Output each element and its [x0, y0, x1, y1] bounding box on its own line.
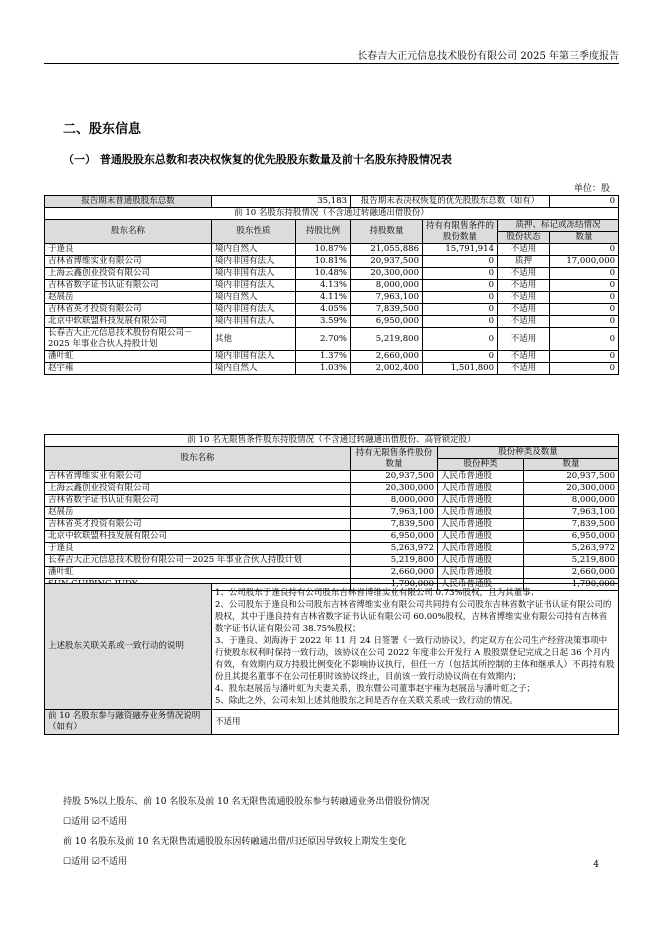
table-title: 前 10 名无限售条件股东持股情况（不含通过转融通出借股份、高管锁定股） — [45, 435, 619, 447]
table-cell: 8,000,000 — [524, 495, 619, 507]
table-cell: 5,263,972 — [524, 543, 619, 555]
table-cell: 2.70% — [296, 328, 351, 351]
relation-line: 5、除此之外，公司未知上述其他股东之间是否存在关联关系或一致行动的情况。 — [215, 695, 518, 706]
table-cell: 0 — [550, 351, 619, 363]
unit-label: 单位：股 — [573, 184, 610, 194]
table-cell: 北京中软联盟科技发展有限公司 — [45, 531, 351, 543]
table-cell: 吉林省英才投资有限公司 — [45, 519, 351, 531]
table-cell: 0 — [423, 351, 498, 363]
table-cell: 0 — [550, 328, 619, 351]
table-cell: 人民币普通股 — [438, 579, 524, 591]
table-row — [45, 495, 619, 507]
table-cell: 吉林省数字证书认证有限公司 — [45, 280, 212, 292]
margin-label: 前 10 名股东参与融资融券业务情况说明（如有） — [45, 710, 212, 735]
table-cell: 1,790,000 — [351, 579, 438, 591]
summary-value: 35,183 — [212, 196, 351, 208]
table-cell: 0 — [550, 304, 619, 316]
table-cell: 8,000,000 — [351, 280, 423, 292]
table-cell: 人民币普通股 — [438, 471, 524, 483]
table-cell: 0 — [550, 268, 619, 280]
table-cell: 0 — [423, 280, 498, 292]
table-cell: 上海云鑫创业投资有限公司 — [45, 483, 351, 495]
table-cell: 人民币普通股 — [438, 483, 524, 495]
col-header: 数量 — [550, 232, 619, 244]
table-cell: 17,000,000 — [550, 256, 619, 268]
col-header: 股份状态 — [498, 232, 550, 244]
table-cell: 0 — [423, 304, 498, 316]
lending-option: ☐适用 ☑不适用 — [63, 817, 127, 827]
col-header: 股东名称 — [45, 220, 212, 244]
table-cell: 1,790,000 — [524, 579, 619, 591]
col-header: 股东名称 — [45, 447, 351, 471]
table-cell: 10.48% — [296, 268, 351, 280]
table-cell: 于逢良 — [45, 244, 212, 256]
table-cell: 7,839,500 — [524, 519, 619, 531]
table-cell: 20,937,500 — [524, 471, 619, 483]
unrestricted-shareholders-table — [44, 434, 619, 591]
table-row — [45, 363, 619, 375]
section-title: 二、股东信息 — [63, 122, 142, 137]
top10-shareholders-table — [44, 195, 619, 375]
table-cell: 4.05% — [296, 304, 351, 316]
table-cell: 7,963,100 — [351, 292, 423, 304]
table-row — [45, 507, 619, 519]
table-cell: 不适用 — [498, 268, 550, 280]
table-cell: 0 — [550, 316, 619, 328]
col-header: 持有有限售条件的股份数量 — [423, 220, 498, 244]
col-header: 质押、标记或冻结情况 — [498, 220, 619, 232]
table-row — [45, 328, 619, 351]
table-cell: 5,219,800 — [524, 555, 619, 567]
table-cell: 赵宇雍 — [45, 363, 212, 375]
subsection-title: （一） 普通股股东总数和表决权恢复的优先股股东数量及前十名股东持股情况表 — [63, 153, 452, 166]
table-row — [45, 543, 619, 555]
table-cell: 1.37% — [296, 351, 351, 363]
table-cell: 0 — [423, 268, 498, 280]
table-cell: 于逢良 — [45, 543, 351, 555]
table-row — [45, 531, 619, 543]
change-paragraph: 前 10 名股东及前 10 名无限售流通股股东因转融通出借/归还原因导致较上期发生变化 — [63, 837, 407, 847]
col-header: 股东性质 — [212, 220, 296, 244]
table-cell: 北京中软联盟科技发展有限公司 — [45, 316, 212, 328]
table-cell: 人民币普通股 — [438, 543, 524, 555]
table-cell: 境内非国有法人 — [212, 280, 296, 292]
relations-table — [44, 583, 619, 735]
table-cell: 1,501,800 — [423, 363, 498, 375]
table-cell: 境内自然人 — [212, 363, 296, 375]
table-cell: 吉林省博维实业有限公司 — [45, 471, 351, 483]
table-cell: 上海云鑫创业投资有限公司 — [45, 268, 212, 280]
table-cell: 境内非国有法人 — [212, 304, 296, 316]
table-cell: 4.13% — [296, 280, 351, 292]
table-row — [45, 351, 619, 363]
table-row — [45, 555, 619, 567]
table-cell: 5,219,800 — [351, 555, 438, 567]
table-cell: 质押 — [498, 256, 550, 268]
table-cell: 2,660,000 — [524, 567, 619, 579]
table-row — [45, 268, 619, 280]
table-cell: 7,839,500 — [351, 304, 423, 316]
table-cell: 境内非国有法人 — [212, 268, 296, 280]
table-cell: 20,937,500 — [351, 471, 438, 483]
table-cell: 人民币普通股 — [438, 519, 524, 531]
relation-line: 4、股东赵展岳与潘叶虹为夫妻关系，股东暨公司董事赵宇雍为赵展岳与潘叶虹之子； — [215, 683, 535, 694]
table-cell: 不适用 — [498, 351, 550, 363]
col-header: 持股比例 — [296, 220, 351, 244]
table-cell: 10.87% — [296, 244, 351, 256]
table-row — [45, 567, 619, 579]
table-cell: 0 — [550, 280, 619, 292]
table-row — [45, 244, 619, 256]
header-divider — [44, 63, 619, 64]
table-cell: 5,263,972 — [351, 543, 438, 555]
table-cell: 潘叶虹 — [45, 567, 351, 579]
table-cell: 不适用 — [498, 244, 550, 256]
table-cell: 长春吉大正元信息技术股份有限公司－2025 年事业合伙人持股计划 — [45, 328, 212, 351]
table-cell: 2,660,000 — [351, 351, 423, 363]
report-header: 长春吉大正元信息技术股份有限公司 2025 年第三季度报告 — [357, 51, 619, 62]
relation-line: 2、公司股东于逢良和公司股东吉林省博维实业有限公司共同持有公司股东吉林省数字证书认证有限公司的股权，其中于逢良持有吉林省数字证书认证有限公司 60.00%股权，吉林省博维实业有限公司持有吉林省数字证书认证有限公司 38.75%股权； — [215, 599, 612, 634]
table-row — [45, 519, 619, 531]
table-cell: 赵展岳 — [45, 292, 212, 304]
table-cell: 0 — [423, 316, 498, 328]
table-cell: 2,660,000 — [351, 567, 438, 579]
table-cell: 赵展岳 — [45, 507, 351, 519]
table-cell: 不适用 — [498, 328, 550, 351]
relations-text — [212, 584, 619, 710]
table-cell: 20,300,000 — [524, 483, 619, 495]
col-header: 股份种类及数量 — [438, 447, 619, 459]
table-cell: 境内自然人 — [212, 244, 296, 256]
relation-line: 1、公司股东于逢良持有公司股东吉林省博维实业有限公司 0.73%股权，且为其董事； — [215, 587, 540, 598]
table-cell: 8,000,000 — [351, 495, 438, 507]
table-cell: 境内非国有法人 — [212, 256, 296, 268]
table-cell: 潘叶虹 — [45, 351, 212, 363]
change-option: ☐适用 ☑不适用 — [63, 857, 127, 867]
summary-label: 报告期末普通股股东总数 — [45, 196, 212, 208]
table-cell: 0 — [423, 292, 498, 304]
table-row — [45, 304, 619, 316]
summary-label: 报告期末表决权恢复的优先股股东总数（如有） — [351, 196, 550, 208]
col-header: 数量 — [524, 459, 619, 471]
table-cell: 吉林省英才投资有限公司 — [45, 304, 212, 316]
table-cell: 6,950,000 — [351, 316, 423, 328]
table-cell: 7,839,500 — [351, 519, 438, 531]
margin-value: 不适用 — [212, 710, 619, 735]
table-cell: 0 — [550, 363, 619, 375]
table-cell: 3.59% — [296, 316, 351, 328]
table-cell: 0 — [423, 328, 498, 351]
table-cell: 境内非国有法人 — [212, 316, 296, 328]
col-header: 股份种类 — [438, 459, 524, 471]
lending-paragraph: 持股 5%以上股东、前 10 名股东及前 10 名无限售流通股股东参与转融通业务出借股份情况 — [63, 797, 430, 807]
table-row — [45, 316, 619, 328]
relations-label: 上述股东关联关系或一致行动的说明 — [45, 584, 212, 710]
table-cell: 5,219,800 — [351, 328, 423, 351]
table-cell: 0 — [550, 292, 619, 304]
table-cell: 吉林省博维实业有限公司 — [45, 256, 212, 268]
table-cell: 不适用 — [498, 316, 550, 328]
table-cell: 人民币普通股 — [438, 507, 524, 519]
table-cell: 20,300,000 — [351, 268, 423, 280]
table-row — [45, 280, 619, 292]
table-row — [45, 256, 619, 268]
table-cell: 境内自然人 — [212, 292, 296, 304]
table-cell: 1.03% — [296, 363, 351, 375]
table-cell: 20,937,500 — [351, 256, 423, 268]
table-cell: 6,950,000 — [351, 531, 438, 543]
table-cell: 不适用 — [498, 363, 550, 375]
table-cell: 4.11% — [296, 292, 351, 304]
table-cell: 7,963,100 — [524, 507, 619, 519]
table-cell: 0 — [423, 256, 498, 268]
col-header: 持有无限售条件股份数量 — [351, 447, 438, 471]
table-cell: 人民币普通股 — [438, 531, 524, 543]
table-cell: 21,055,886 — [351, 244, 423, 256]
relation-line: 3、于逢良、刘海涛于 2022 年 11 月 24 日签署《一致行动协议》，约定双方在公司生产经营决策事项中行使股东权利时保持一致行动，该协议在公司 2022 年度非公开发行 A 股股票登记完成之日起 36 个月内有效，有效期内双方持股比例变化不影响协议执行，但任一方（包括其所控制的主体和继承人）不再持有股份且其提名董事不在公司任职时该协议终止，目前该一致行动协议尚在有效期内； — [215, 635, 615, 682]
table-title: 前 10 名股东持股情况（不含通过转融通出借股份） — [45, 208, 619, 220]
table-cell: 不适用 — [498, 304, 550, 316]
table-cell: 吉林省数字证书认证有限公司 — [45, 495, 351, 507]
page-number: 4 — [593, 860, 599, 870]
table-cell: 不适用 — [498, 280, 550, 292]
table-cell: 7,963,100 — [351, 507, 438, 519]
table-cell: 15,791,914 — [423, 244, 498, 256]
table-cell: 人民币普通股 — [438, 495, 524, 507]
table-cell: 境内非国有法人 — [212, 351, 296, 363]
table-cell: 10.81% — [296, 256, 351, 268]
table-cell: 其他 — [212, 328, 296, 351]
table-row — [45, 471, 619, 483]
table-cell: 人民币普通股 — [438, 567, 524, 579]
summary-value: 0 — [550, 196, 619, 208]
table-cell: 长春吉大正元信息技术股份有限公司－2025 年事业合伙人持股计划 — [45, 555, 351, 567]
table-cell: 人民币普通股 — [438, 555, 524, 567]
table-row — [45, 483, 619, 495]
col-header: 持股数量 — [351, 220, 423, 244]
table-cell: 0 — [550, 244, 619, 256]
table-cell: 6,950,000 — [524, 531, 619, 543]
table-row — [45, 292, 619, 304]
table-cell: 2,002,400 — [351, 363, 423, 375]
table-cell: 20,300,000 — [351, 483, 438, 495]
table-cell: 不适用 — [498, 292, 550, 304]
